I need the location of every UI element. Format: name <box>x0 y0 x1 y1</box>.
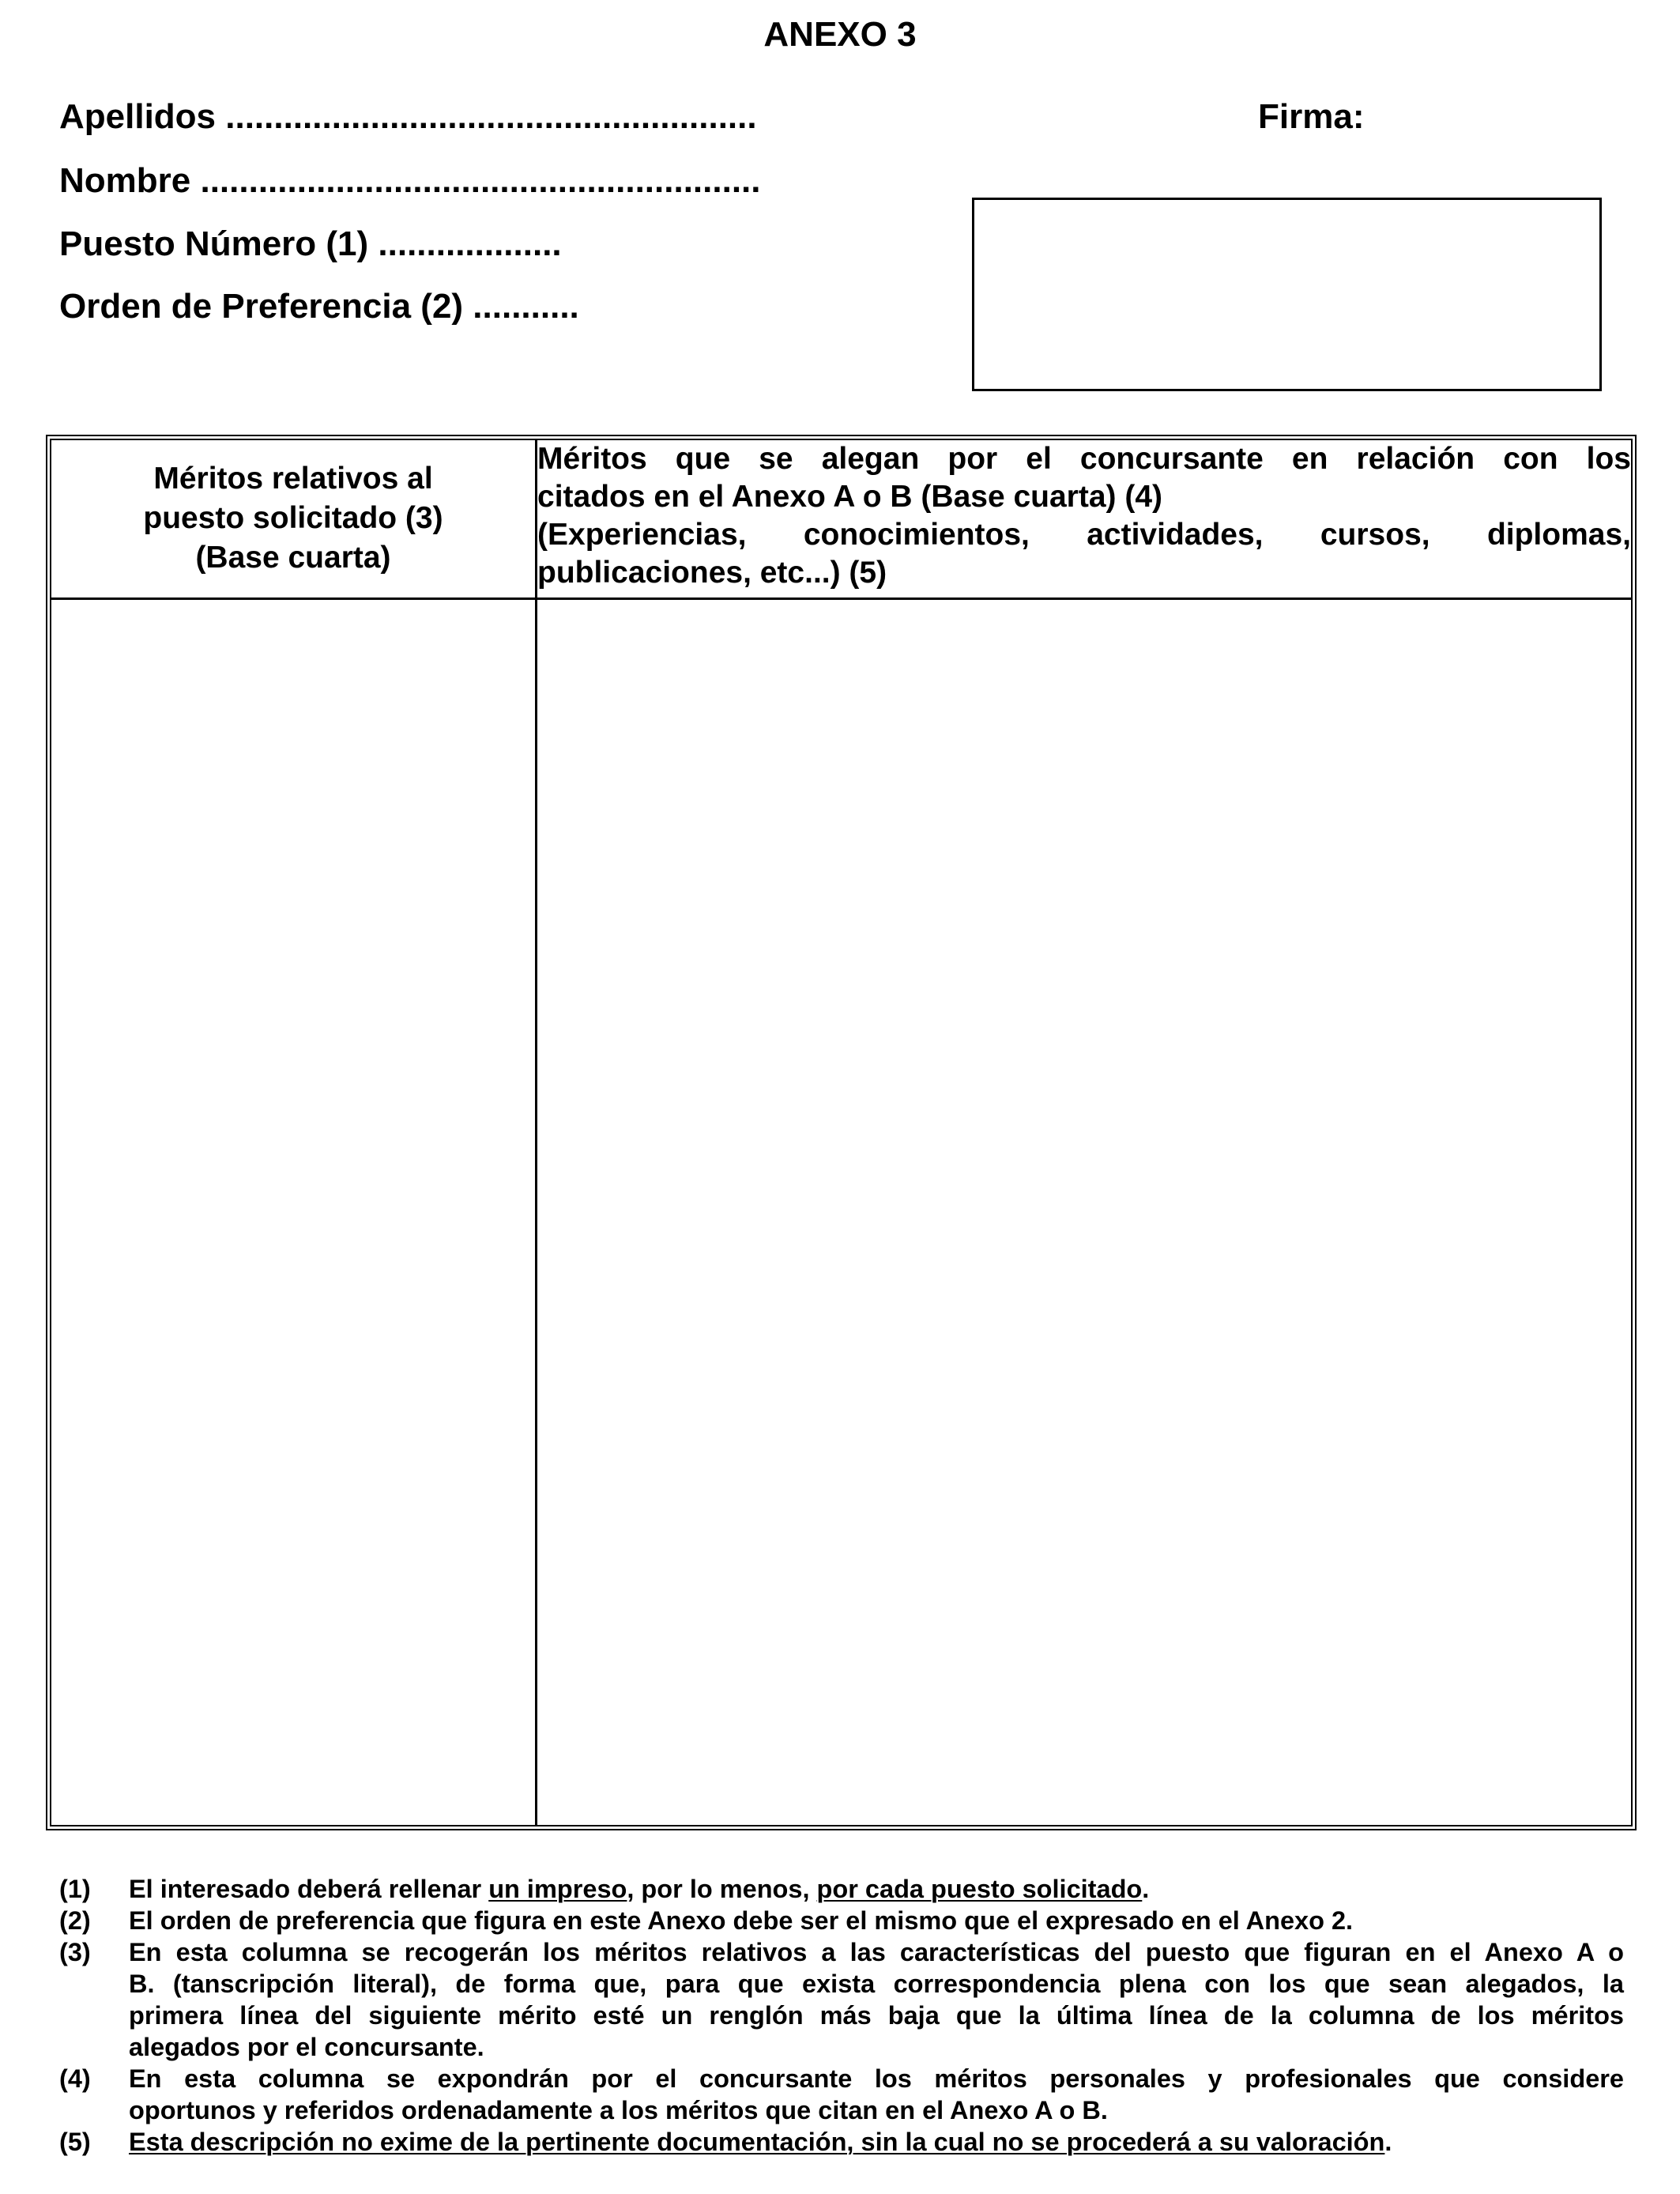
footnote-number: (5) <box>59 2128 91 2156</box>
footnote-4 <box>59 2063 1624 2126</box>
footnote-line: En esta columna se recogerán los méritos relativos a las características del puesto que figuran en el Anexo A o <box>129 1938 1624 1966</box>
footnote-number: (3) <box>59 1938 91 1966</box>
footnote-text: El orden de preferencia que figura en este Anexo debe ser el mismo que el expresado en el Anexo 2. <box>129 1906 1354 1935</box>
col2-header-line: citados en el Anexo A o B (Base cuarta) (4) <box>537 480 1163 514</box>
puesto-numero-field[interactable]: Puesto Número (1) ................... <box>59 224 562 263</box>
footnote-text-part: , por lo menos, <box>627 1875 817 1903</box>
col2-header-line: (Experiencias, conocimientos, actividades, cursos, diplomas, <box>537 518 1631 552</box>
orden-preferencia-field[interactable]: Orden de Preferencia (2) ........... <box>59 287 579 326</box>
merits-table <box>46 435 1637 1830</box>
col2-header-line: Méritos que se alegan por el concursante en relación con los <box>537 442 1631 476</box>
footnote-line: oportunos y referidos ordenadamente a los méritos que citan en el Anexo A o B. <box>129 2096 1108 2124</box>
footnote-text-part: El interesado deberá rellenar <box>129 1875 489 1903</box>
col1-header <box>51 440 537 598</box>
footnote-2 <box>59 1905 1624 1936</box>
footnote-number: (4) <box>59 2064 91 2093</box>
footnote-5 <box>59 2126 1624 2158</box>
footnote-text <box>129 2126 1624 2158</box>
footnote-number: (1) <box>59 1875 91 1903</box>
footnote-number: (2) <box>59 1906 91 1935</box>
col2-header <box>537 440 1632 598</box>
firma-label: Firma: <box>1258 97 1365 136</box>
meritos-puesto-cell[interactable] <box>51 598 537 1825</box>
page-title: ANEXO 3 <box>763 15 917 54</box>
footnote-1 <box>59 1873 1624 1905</box>
footnote-text <box>129 2063 1624 2126</box>
footnote-line: En esta columna se expondrán por el concursante los méritos personales y profesionales que considere <box>129 2064 1624 2093</box>
meritos-alegados-cell[interactable] <box>537 598 1632 1825</box>
signature-box[interactable] <box>972 198 1602 391</box>
footnote-text <box>129 1873 1624 1905</box>
footnote-line: alegados por el concursante. <box>129 2033 484 2061</box>
footnote-underlined: Esta descripción no exime de la pertinente documentación, sin la cual no se procederá a su valoración <box>129 2128 1385 2156</box>
col1-header-line: (Base cuarta) <box>195 541 391 575</box>
footnote-underlined: un impreso <box>488 1875 627 1903</box>
col1-header-line: Méritos relativos al <box>153 462 433 496</box>
footnote-line: primera línea del siguiente mérito esté un renglón más baja que la última línea de la columna de los méritos <box>129 2001 1624 2030</box>
footnote-underlined: por cada puesto solicitado <box>816 1875 1143 1903</box>
footnote-text <box>129 1936 1624 2063</box>
footnote-text-part: . <box>1384 2128 1392 2156</box>
footnotes <box>59 1873 1624 2158</box>
footnote-text-part: . <box>1142 1875 1150 1903</box>
nombre-field[interactable]: Nombre .......................................................... <box>59 161 761 200</box>
col1-header-line: puesto solicitado (3) <box>143 501 443 536</box>
apellidos-field[interactable]: Apellidos ....................................................... <box>59 97 757 136</box>
footnote-line: B. (tanscripción literal), de forma que, para que exista correspondencia plena con los que sean alegados, la <box>129 1970 1624 1998</box>
footnote-3 <box>59 1936 1624 2063</box>
col2-header-line: publicaciones, etc...) (5) <box>537 556 887 590</box>
